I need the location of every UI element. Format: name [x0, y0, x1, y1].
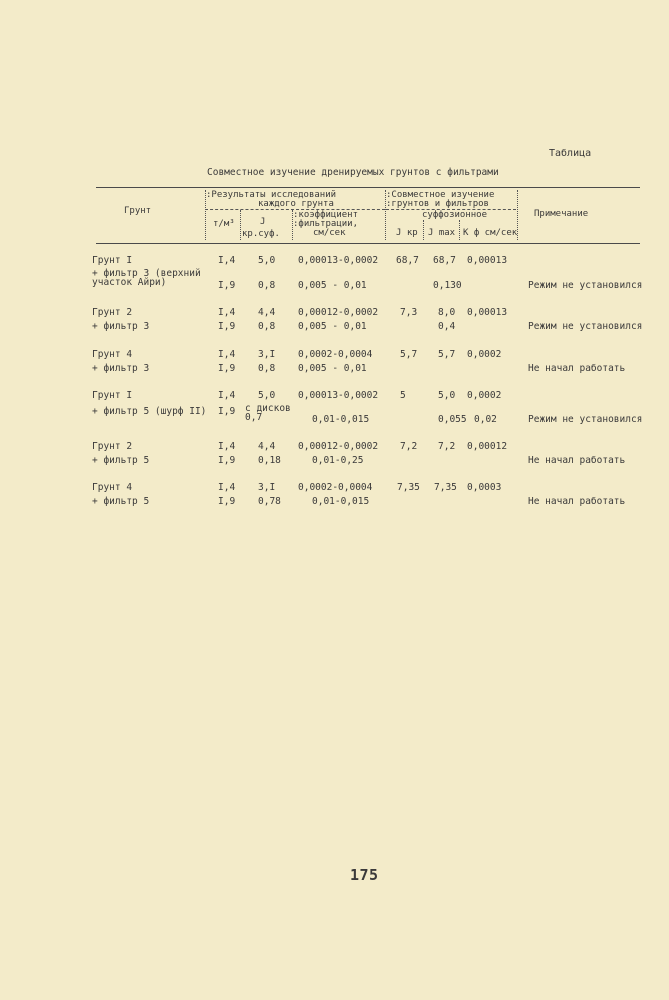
cell-note: Не начал работать	[528, 363, 626, 374]
cell-density: I,4	[218, 255, 236, 266]
cell-k: 0,0003	[467, 482, 502, 493]
header-k: K ф см/сек	[463, 228, 518, 238]
cell-ground: + фильтр 5	[92, 496, 150, 507]
header-coef-1: :коэффициент	[293, 210, 359, 220]
cell-density: I,4	[218, 441, 236, 452]
cell-coef: 0,01-0,015	[312, 496, 370, 507]
cell-coef: 0,005 - 0,01	[298, 363, 367, 374]
header-results-2: каждого грунта	[258, 199, 334, 209]
cell-jmax: 5,0	[438, 390, 456, 401]
cell-density: I,9	[218, 406, 236, 417]
cell-note: Не начал работать	[528, 455, 626, 466]
header-coef-2: :фильтрации,	[293, 219, 359, 229]
header-top-rule	[96, 187, 640, 188]
cell-jmax: 68,7	[433, 255, 456, 266]
cell-density: I,9	[218, 280, 236, 291]
cell-jks: 0,18	[258, 455, 281, 466]
cell-density: I,9	[218, 363, 236, 374]
header-ground: Грунт	[124, 206, 152, 216]
cell-jmax: 7,35	[434, 482, 457, 493]
header-divider	[423, 220, 424, 240]
header-joint-2: :грунтов и фильтров	[386, 199, 489, 209]
cell-note: Не начал работать	[528, 496, 626, 507]
cell-jks: 0,8	[258, 280, 276, 291]
cell-ground: + фильтр 3 (верхний участок Айри)	[92, 268, 201, 288]
cell-note: Режим не установился	[528, 414, 643, 425]
header-bottom-rule	[96, 243, 640, 244]
cell-coef: 0,0002-0,0004	[298, 349, 373, 360]
cell-coef: 0,00013-0,0002	[298, 390, 379, 401]
cell-coef: 0,005 - 0,01	[298, 321, 367, 332]
cell-jmax: 7,2	[438, 441, 456, 452]
cell-jmax: 0,130	[433, 280, 462, 291]
cell-density: I,9	[218, 455, 236, 466]
cell-density: I,4	[218, 390, 236, 401]
cell-jkr: 68,7	[396, 255, 419, 266]
cell-ground: Грунт 2	[92, 307, 133, 318]
cell-jkr: 5	[400, 390, 406, 401]
cell-ground: + фильтр 5	[92, 455, 150, 466]
cell-jmax: 0,4	[438, 321, 456, 332]
cell-ground: + фильтр 5 (шурф II)	[92, 406, 207, 417]
cell-jks: 3,I	[258, 349, 276, 360]
cell-jks: 4,4	[258, 307, 276, 318]
cell-jks: 5,0	[258, 390, 276, 401]
cell-note: Режим не установился	[528, 321, 643, 332]
cell-jkr: 5,7	[400, 349, 418, 360]
header-jkr: J кр	[396, 228, 418, 238]
cell-ground: + фильтр 3	[92, 321, 150, 332]
header-suffosion: суффозионное	[422, 210, 488, 220]
cell-k: 0,00013	[467, 255, 508, 266]
cell-jks: 5,0	[258, 255, 276, 266]
cell-jmax: 0,055	[438, 414, 467, 425]
cell-k: 0,0002	[467, 390, 502, 401]
cell-ground: Грунт 4	[92, 349, 133, 360]
cell-coef: 0,01-0,015	[312, 414, 370, 425]
cell-ground: Грунт 2	[92, 441, 133, 452]
cell-jkr: 7,35	[397, 482, 420, 493]
cell-ground: + фильтр 3	[92, 363, 150, 374]
cell-k: 0,00013	[467, 307, 508, 318]
header-results-1: :Результаты исследований	[206, 190, 337, 200]
cell-coef: 0,0002-0,0004	[298, 482, 373, 493]
cell-jmax: 5,7	[438, 349, 456, 360]
header-density: т/м³	[213, 219, 235, 229]
cell-jks: 0,8	[258, 363, 276, 374]
cell-density: I,4	[218, 307, 236, 318]
cell-k: 0,02	[474, 414, 497, 425]
cell-ground: Грунт I	[92, 390, 133, 401]
header-divider	[459, 220, 460, 240]
cell-density: I,4	[218, 349, 236, 360]
cell-jkr: 7,2	[400, 441, 418, 452]
cell-coef: 0,01-0,25	[312, 455, 364, 466]
cell-k: 0,0002	[467, 349, 502, 360]
header-note: Примечание	[534, 209, 589, 219]
table-label: Таблица	[549, 148, 592, 159]
header-jmax: J max	[428, 228, 456, 238]
cell-jks: 4,4	[258, 441, 276, 452]
header-coef-3: см/сек	[313, 228, 346, 238]
header-divider	[240, 210, 241, 240]
page-number: 175	[350, 866, 379, 884]
cell-jks: 3,I	[258, 482, 276, 493]
cell-note: Режим не установился	[528, 280, 643, 291]
cell-coef: 0,005 - 0,01	[298, 280, 367, 291]
cell-coef: 0,00013-0,0002	[298, 255, 379, 266]
cell-jks: 0,78	[258, 496, 281, 507]
cell-k: 0,00012	[467, 441, 508, 452]
header-jks-2: кр.суф.	[242, 229, 280, 239]
cell-density: I,9	[218, 496, 236, 507]
cell-jmax: 8,0	[438, 307, 456, 318]
cell-density: I,4	[218, 482, 236, 493]
cell-density: I,9	[218, 321, 236, 332]
header-joint-1: :Совместное изучение	[386, 190, 495, 200]
table-title: Совместное изучение дренируемых грунтов с фильтрами	[207, 167, 499, 178]
cell-ground: Грунт 4	[92, 482, 133, 493]
cell-ground: Грунт I	[92, 255, 133, 266]
header-jks-1: J	[260, 217, 266, 227]
cell-jks: с дисков 0,7	[245, 403, 291, 423]
cell-jks: 0,8	[258, 321, 276, 332]
cell-coef: 0,00012-0,0002	[298, 441, 379, 452]
cell-coef: 0,00012-0,0002	[298, 307, 379, 318]
cell-jkr: 7,3	[400, 307, 418, 318]
